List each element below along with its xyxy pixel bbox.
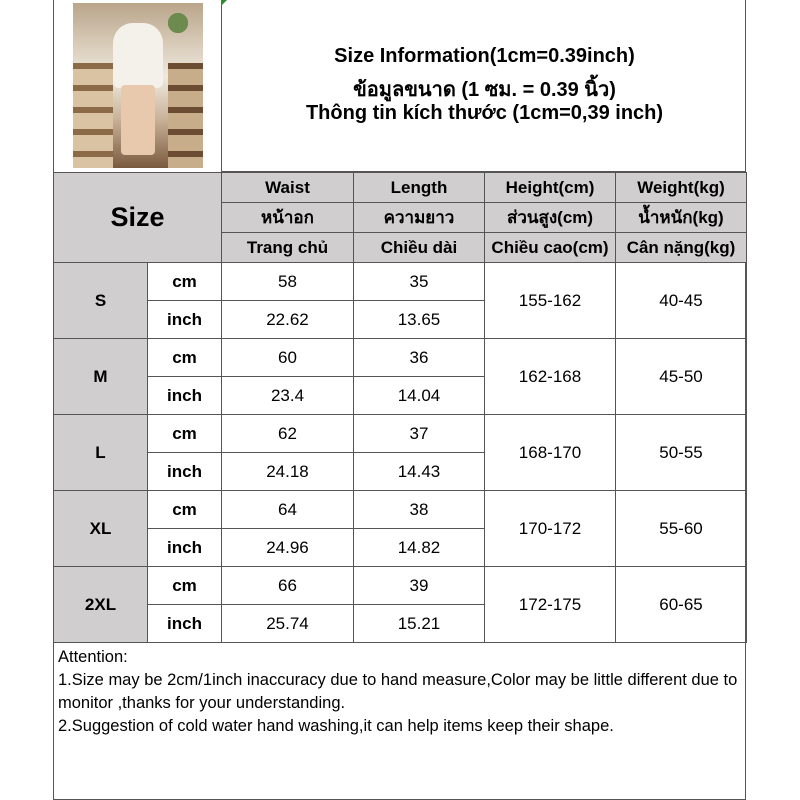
height-2xl: 172-175 (485, 567, 616, 643)
size-label-m: M (54, 339, 148, 415)
length-cm-m: 36 (354, 339, 485, 377)
unit-cm: cm (148, 263, 222, 301)
size-label-xl: XL (54, 491, 148, 567)
waist-inch-m: 23.4 (222, 377, 354, 415)
height-xl: 170-172 (485, 491, 616, 567)
photo-shelf-left (73, 63, 113, 168)
waist-inch-l: 24.18 (222, 453, 354, 491)
col-waist-th: หน้าอก (222, 203, 354, 233)
length-cm-xl: 38 (354, 491, 485, 529)
col-weight-th: น้ำหนัก(kg) (616, 203, 747, 233)
height-s: 155-162 (485, 263, 616, 339)
col-waist-vi: Trang chủ (222, 233, 354, 263)
length-inch-s: 13.65 (354, 301, 485, 339)
unit-inch: inch (148, 301, 222, 339)
title-vietnamese: Thông tin kích thước (1cm=0,39 inch) (305, 102, 664, 124)
col-height-en: Height(cm) (485, 173, 616, 203)
unit-cm: cm (148, 339, 222, 377)
weight-xl: 55-60 (616, 491, 747, 567)
size-label-s: S (54, 263, 148, 339)
waist-cm-s: 58 (222, 263, 354, 301)
waist-cm-l: 62 (222, 415, 354, 453)
height-m: 162-168 (485, 339, 616, 415)
size-column-header: Size (54, 173, 222, 263)
attention-line-1: 1.Size may be 2cm/1inch inaccuracy due to hand measure,Color may be little different due to monitor ,thanks for your understanding. (58, 671, 738, 712)
attention-heading: Attention: (58, 648, 128, 666)
waist-inch-xl: 24.96 (222, 529, 354, 567)
size-chart-table (53, 172, 747, 643)
length-inch-l: 14.43 (354, 453, 485, 491)
col-height-th: ส่วนสูง(cm) (485, 203, 616, 233)
attention-line-2: 2.Suggestion of cold water hand washing,it can help items keep their shape. (58, 717, 614, 735)
length-inch-2xl: 15.21 (354, 605, 485, 643)
length-inch-m: 14.04 (354, 377, 485, 415)
unit-inch: inch (148, 453, 222, 491)
size-info-header (221, 0, 746, 172)
weight-s: 40-45 (616, 263, 747, 339)
photo-model-top (113, 23, 163, 88)
length-cm-l: 37 (354, 415, 485, 453)
weight-2xl: 60-65 (616, 567, 747, 643)
height-l: 168-170 (485, 415, 616, 491)
col-weight-en: Weight(kg) (616, 173, 747, 203)
col-weight-vi: Cân nặng(kg) (616, 233, 747, 263)
waist-inch-s: 22.62 (222, 301, 354, 339)
col-waist-en: Waist (222, 173, 354, 203)
waist-cm-xl: 64 (222, 491, 354, 529)
weight-m: 45-50 (616, 339, 747, 415)
col-height-vi: Chiều cao(cm) (485, 233, 616, 263)
waist-cm-2xl: 66 (222, 567, 354, 605)
unit-cm: cm (148, 491, 222, 529)
photo-shelf-right (168, 63, 203, 168)
attention-notes (53, 644, 746, 800)
product-photo (73, 3, 203, 168)
size-label-2xl: 2XL (54, 567, 148, 643)
title-english: Size Information(1cm=0.39inch) (334, 45, 635, 67)
length-cm-s: 35 (354, 263, 485, 301)
photo-model-legs (121, 85, 155, 155)
waist-inch-2xl: 25.74 (222, 605, 354, 643)
unit-cm: cm (148, 567, 222, 605)
weight-l: 50-55 (616, 415, 747, 491)
corner-mark (221, 0, 227, 6)
length-inch-xl: 14.82 (354, 529, 485, 567)
col-length-th: ความยาว (354, 203, 485, 233)
length-cm-2xl: 39 (354, 567, 485, 605)
col-length-en: Length (354, 173, 485, 203)
waist-cm-m: 60 (222, 339, 354, 377)
unit-cm: cm (148, 415, 222, 453)
title-thai: ข้อมูลขนาด (1 ซม. = 0.39 นิ้ว) (353, 79, 616, 101)
unit-inch: inch (148, 529, 222, 567)
size-label-l: L (54, 415, 148, 491)
photo-plant (163, 3, 193, 43)
unit-inch: inch (148, 377, 222, 415)
unit-inch: inch (148, 605, 222, 643)
col-length-vi: Chiều dài (354, 233, 485, 263)
